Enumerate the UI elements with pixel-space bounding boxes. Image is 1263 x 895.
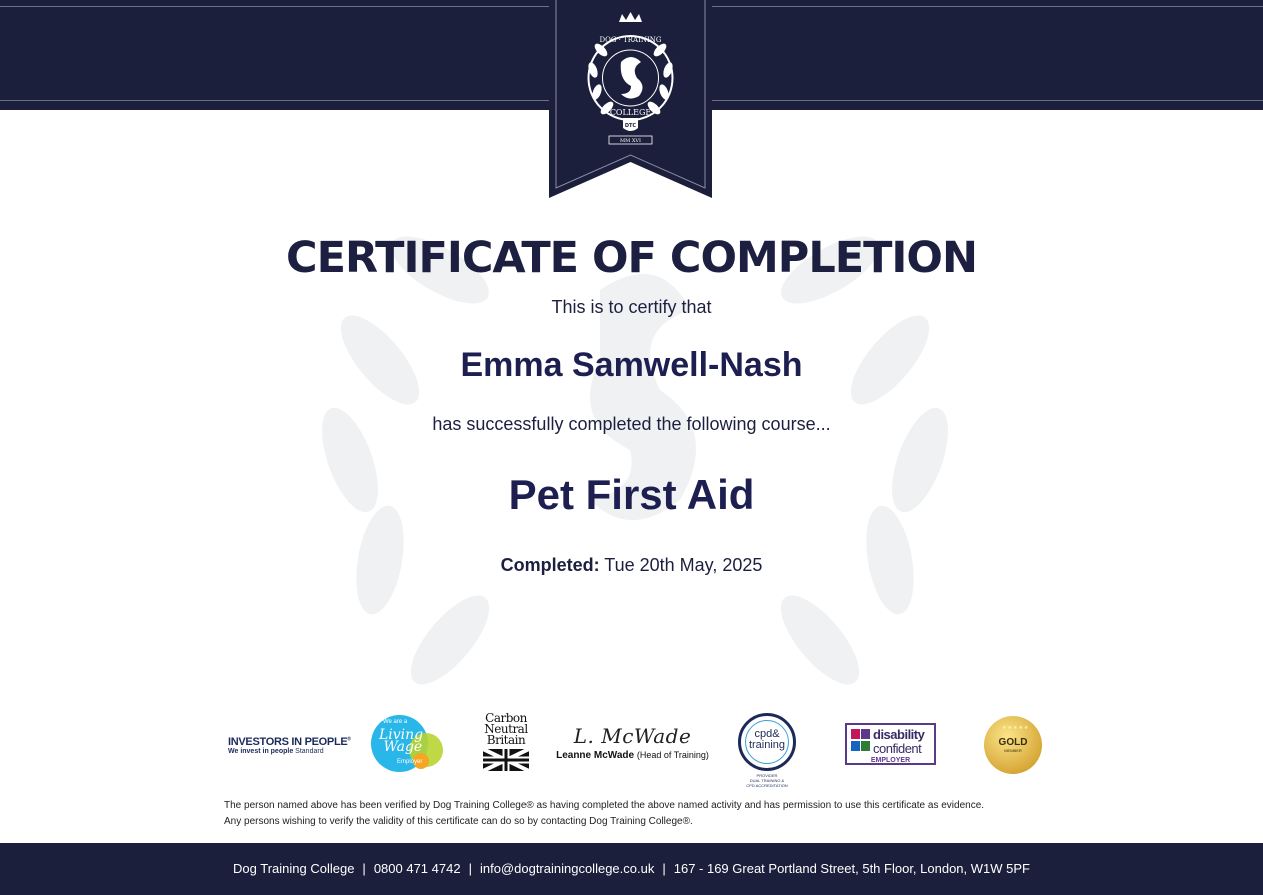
emblem-arc-bottom: COLLEGE — [609, 108, 652, 117]
stars-icon: ★★★★★ — [1002, 725, 1030, 731]
cnb-line1: Carbon — [485, 711, 527, 725]
recipient-name: Emma Samwell-Nash — [460, 346, 803, 384]
cpd-word2: training — [748, 739, 786, 751]
cpd-word1: cpd& — [754, 728, 780, 740]
disclaimer-line2: Any persons wishing to verify the validity of this certificate can do so by contacting Dog Training College®. — [224, 816, 693, 827]
date-label: Completed: — [500, 555, 600, 575]
emblem-ribbon-text: MM XVI — [620, 138, 641, 144]
cnb-line2: Neutral — [484, 722, 528, 736]
certify-text: This is to certify that — [551, 297, 712, 317]
dc-word2: confident — [873, 741, 922, 756]
cpd-subtext: PROVIDER DUAL TRAINING & CPD ACCREDITATION — [746, 773, 788, 788]
completion-date — [0, 555, 1263, 576]
footer-org: Dog Training College — [233, 861, 355, 876]
gold-sub: MEMBER — [1004, 748, 1022, 753]
verification-disclaimer — [224, 798, 1064, 830]
dc-word1: disability — [873, 727, 925, 742]
emblem-arc-top: DOG · TRAINING — [599, 36, 662, 44]
footer-address: 167 - 169 Great Portland Street, 5th Floor, London, W1W 5PF — [673, 861, 1030, 876]
living-wage-logo — [371, 715, 445, 775]
disclaimer-line1: The person named above has been verified by Dog Training College® as having completed the above named activity and has permission to use this certificate as evidence. — [224, 800, 985, 811]
dc-employer: EMPLOYER — [870, 757, 911, 764]
emblem-shield-text: DTC — [624, 123, 637, 129]
completed-text: has successfully completed the following course... — [432, 414, 831, 434]
union-flag-icon — [483, 749, 529, 771]
disability-confident-icon — [851, 729, 871, 753]
gold-member-badge — [984, 716, 1042, 774]
living-wage-words: Living Wage — [379, 727, 424, 755]
cpd-training-logo — [737, 713, 797, 793]
footer-email[interactable]: info@dogtrainingcollege.co.uk — [479, 861, 655, 876]
signature-script: L. McWade — [573, 724, 692, 748]
living-wage-top: We are a — [383, 719, 408, 725]
carbon-neutral-britain-logo — [482, 713, 530, 776]
footer-phone[interactable]: 0800 471 4742 — [373, 861, 461, 876]
iip-o-icon: O — [318, 736, 327, 748]
living-wage-employer: Employer — [397, 759, 423, 765]
signature-block — [550, 724, 715, 761]
iip-line1: INVESTORS IN PEOPLE® — [228, 736, 351, 748]
investors-in-people-logo — [228, 736, 351, 755]
gold-word: GOLD — [998, 737, 1028, 748]
disability-confident-logo — [845, 723, 936, 765]
date-value: Tue 20th May, 2025 — [604, 555, 763, 575]
certificate-title: CERTIFICATE OF COMPLETION — [286, 233, 977, 283]
cnb-line3: Britain — [486, 733, 526, 747]
signatory: Leanne McWade (Head of Training) — [556, 750, 709, 761]
college-emblem-ribbon — [549, 0, 712, 200]
iip-line2: We invest in people Standard — [228, 748, 324, 755]
course-name: Pet First Aid — [508, 471, 755, 518]
footer-contact-bar: Dog Training College | 0800 471 4742 | info@dogtrainingcollege.co.uk | 167 - 169 Great Portland Street, 5th Floor, London, W1W 5PF — [0, 843, 1263, 895]
